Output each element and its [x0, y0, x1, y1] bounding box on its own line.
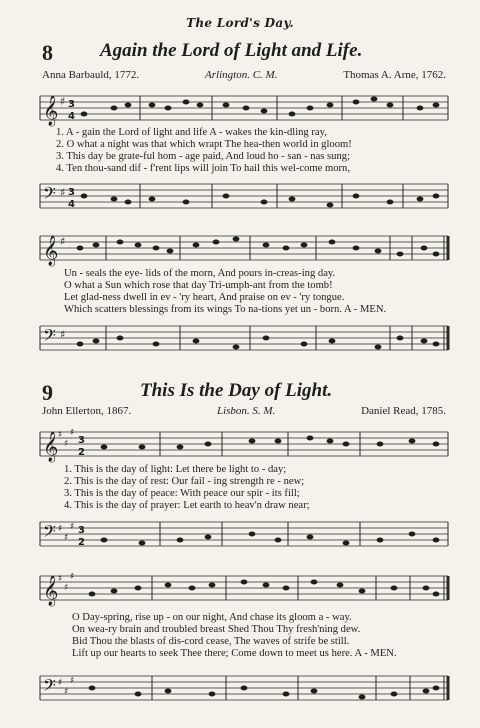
- hymn-credits: [42, 405, 446, 417]
- music-staff-treble: [40, 572, 450, 606]
- music-staff-treble: [40, 232, 450, 266]
- hymn-title: Again the Lord of Light and Life.: [100, 40, 363, 61]
- svg-text:♯: ♯: [64, 439, 69, 449]
- verses-line-group: [56, 127, 352, 175]
- sharp-icon: ♯: [58, 524, 63, 534]
- music-staff-bass: [40, 322, 450, 356]
- page-header: The Lord's Day.: [186, 16, 294, 30]
- verse-line: Which scatters blessings from its wings To na-tions yet un - born. A - MEN.: [64, 304, 387, 315]
- verse-line: 4. This is the day of prayer: Let earth to heav'n draw near;: [64, 500, 310, 511]
- verse-line: 1. A - gain the Lord of light and life A - wakes the kin-dling ray,: [56, 127, 327, 138]
- time-signature: 3: [68, 99, 75, 110]
- svg-text:2: 2: [78, 537, 85, 548]
- hymn-composer: Thomas A. Arne, 1762.: [343, 69, 446, 81]
- hymn-author: Anna Barbauld, 1772.: [42, 69, 140, 81]
- verse-line: Un - seals the eye- lids of the morn, And pours in-creas-ing day.: [64, 268, 336, 279]
- svg-text:♯: ♯: [64, 533, 69, 543]
- svg-text:♯: ♯: [70, 522, 75, 532]
- svg-text:4: 4: [68, 199, 75, 210]
- bass-clef-icon: 𝄢: [43, 675, 56, 699]
- verse-line: 4. Ten thou-sand dif - f'rent lips will join To hail this wel-come morn,: [56, 163, 350, 174]
- verses-line-group: [72, 612, 397, 660]
- hymn-author: John Ellerton, 1867.: [42, 405, 132, 417]
- hymn-title: This Is the Day of Light.: [140, 380, 333, 401]
- verse-line: Let glad-ness dwell in ev - 'ry heart, And praise on ev - 'ry tongue.: [64, 292, 345, 303]
- verse-line: 3. This is the day of peace: With peace our spir - its fill;: [64, 488, 300, 499]
- svg-text:4: 4: [68, 111, 75, 122]
- svg-text:♯: ♯: [70, 428, 75, 438]
- bass-clef-icon: 𝄢: [43, 183, 56, 207]
- sharp-icon: ♯: [58, 430, 63, 440]
- hymn-composer: Daniel Read, 1785.: [361, 405, 446, 417]
- sharp-icon: ♯: [60, 328, 66, 341]
- sharp-icon: ♯: [58, 574, 63, 584]
- music-staff-bass: [40, 180, 450, 214]
- svg-text:3: 3: [78, 525, 85, 536]
- music-staff-treble: [40, 428, 450, 462]
- music-staff-bass: [40, 672, 450, 706]
- treble-clef-icon: 𝄞: [43, 576, 59, 606]
- verse-line: On wea-ry brain and troubled breast Shed Thou Thy fresh'ning dew.: [72, 624, 361, 635]
- svg-text:♯: ♯: [64, 687, 69, 697]
- svg-text:2: 2: [78, 447, 85, 458]
- music-staff-treble: [40, 92, 450, 126]
- verse-line: 2. This is the day of rest: Our fail - ing strength re - new;: [64, 476, 305, 487]
- svg-text:♯: ♯: [70, 676, 75, 686]
- sharp-icon: ♯: [58, 678, 63, 688]
- verses-line-group: [64, 268, 386, 316]
- verse-line: O Day-spring, rise up - on our night, And chase its gloom a - way.: [72, 612, 352, 623]
- verse-line: 1. This is the day of light: Let there be light to - day;: [64, 464, 287, 475]
- hymn-tune: Lisbon. S. M.: [216, 405, 276, 417]
- time-signature: 3: [78, 435, 85, 446]
- bass-clef-icon: 𝄢: [43, 521, 56, 545]
- hymn-number: 9: [42, 380, 53, 405]
- verse-line: Bid Thou the blasts of dis-cord cease, The waves of strife be still.: [72, 636, 350, 647]
- svg-text:♯: ♯: [64, 583, 69, 593]
- hymn-credits: [42, 69, 446, 81]
- sharp-icon: ♯: [60, 186, 66, 199]
- verse-line: O what a Sun which rose that day Tri-umph-ant from the tomb!: [64, 280, 333, 291]
- hymn-number: 8: [42, 40, 53, 65]
- treble-clef-icon: 𝄞: [43, 96, 59, 126]
- sharp-icon: ♯: [60, 95, 66, 108]
- music-staff-bass: [40, 518, 450, 552]
- verse-line: Lift up our hearts to seek Thee there; Come down to meet us here. A - MEN.: [72, 648, 397, 659]
- verse-line: 2. O what a night was that which wrapt The hea-then world in gloom!: [56, 139, 352, 150]
- bass-clef-icon: 𝄢: [43, 325, 56, 349]
- sharp-icon: ♯: [60, 235, 66, 248]
- treble-clef-icon: 𝄞: [43, 236, 59, 266]
- verses-line-group: [64, 464, 310, 512]
- svg-text:3: 3: [68, 187, 75, 198]
- svg-text:♯: ♯: [70, 572, 75, 582]
- treble-clef-icon: 𝄞: [43, 432, 59, 462]
- hymn-tune: Arlington. C. M.: [205, 69, 278, 81]
- verse-line: 3. This day be grate-ful hom - age paid, And loud ho - san - nas sung;: [56, 151, 351, 162]
